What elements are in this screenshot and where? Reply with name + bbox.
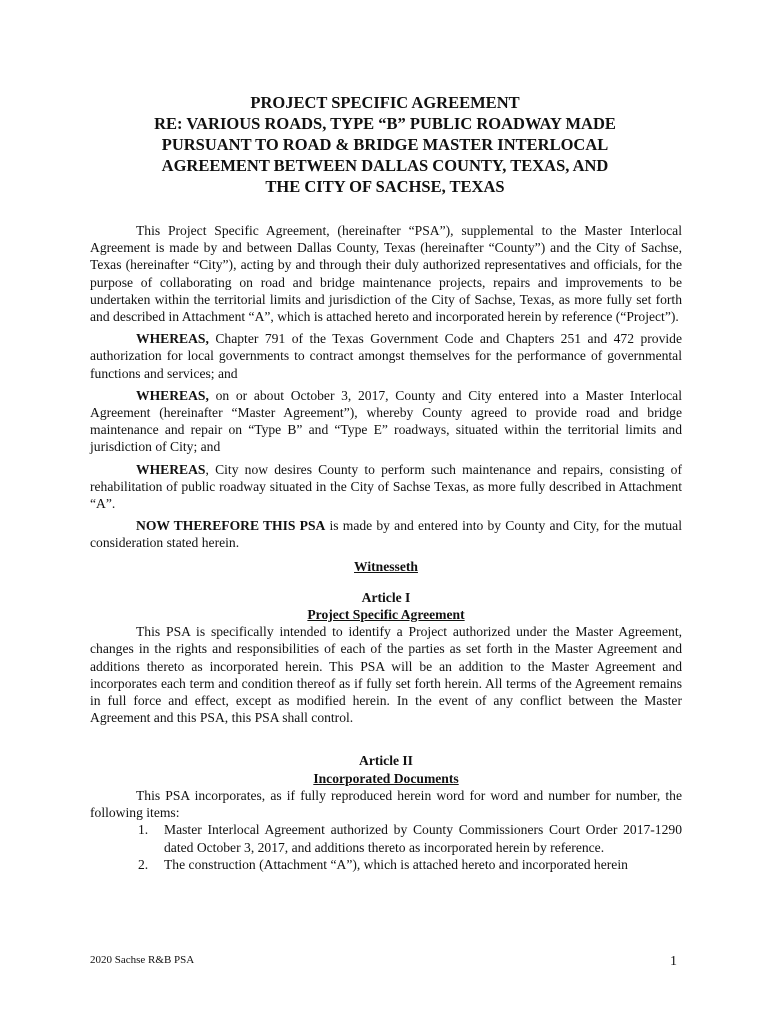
whereas-text-3: , City now desires County to perform such maintenance and repairs, consisting of rehabilitation of public roadway situated in the City of Sachse Texas, as more fully described in Attachment “A”.: [90, 461, 682, 512]
list-item: [90, 856, 682, 873]
witnesseth-heading: Witnesseth: [354, 558, 418, 574]
whereas-lead-2: WHEREAS,: [136, 387, 209, 403]
whereas-text-1: Chapter 791 of the Texas Government Code and Chapters 251 and 472 provide authorization for local governments to contract amongst themselves for the performance of governmental functions and services; and: [90, 331, 682, 381]
article-1-heading: Project Specific Agreement: [307, 607, 465, 623]
footer-document-name: 2020 Sachse R&B PSA: [90, 954, 195, 966]
list-item-text: Master Interlocal Agreement authorized by County Commissioners Court Order 2017-1290 dated October 3, 2017, and additions thereto as incorporated herein by reference.: [164, 822, 682, 855]
whereas-text-2: on or about October 3, 2017, County and City entered into a Master Interlocal Agreement (hereinafter “Master Agreement”), whereby County agreed to provide road and bridge maintenance and repair on “Type B” and “Type E” roadways, situated within the territorial limits and jurisdiction of City; and: [90, 387, 682, 455]
whereas-paragraph-2: [90, 387, 682, 456]
document-body: [90, 222, 682, 873]
document-title: [90, 92, 680, 197]
list-item-number: 2.: [138, 856, 149, 872]
whereas-paragraph-1: [90, 330, 682, 382]
now-therefore-lead: NOW THEREFORE THIS PSA: [136, 518, 326, 534]
list-item: [90, 821, 682, 855]
now-therefore-text: is made by and entered into by County and City, for the mutual consideration stated herein.: [90, 518, 682, 551]
article-1-text: This PSA is specifically intended to identify a Project authorized under the Master Agreement, changes in the rights and responsibilities of each of the parties as set forth in the Master Agreement and additions thereto as incorporated herein. This PSA will be an addition to the Master Agreement and incorporates each term and condition thereof as if fully set forth herein. All terms of the Agreement remains in full force and effect, except as modified herein. In the event of any conflict between the Master Agreement and this PSA, this PSA shall control.: [90, 624, 682, 726]
title-line-4: AGREEMENT BETWEEN DALLAS COUNTY, TEXAS, AND: [161, 156, 609, 175]
article-2-number: Article II: [359, 753, 413, 769]
whereas-paragraph-3: [90, 461, 682, 513]
whereas-lead-3: WHEREAS: [136, 461, 206, 477]
list-item-text: The construction (Attachment “A”), which is attached hereto and incorporated herein: [164, 856, 628, 872]
footer-page-number: 1: [670, 954, 677, 969]
incorporated-documents-list: [90, 821, 682, 873]
article-1-number: Article I: [361, 589, 411, 605]
now-therefore-paragraph: [90, 517, 682, 551]
intro-paragraph: This Project Specific Agreement, (hereinafter “PSA”), supplemental to the Master Interlocal Agreement is made by and between Dallas County, Texas (hereinafter “County”) and the City of Sachse, Texas (hereinafter “City”), acting by and through their duly authorized representatives and officials, for the purpose of collaborating on road and bridge maintenance projects, repairs and improvements to be undertaken within the territorial limits and jurisdiction of the City of Sachse, Texas, as more fully set forth and described in Attachment “A”, which is attached hereto and incorporated herein by reference (“Project”).: [90, 223, 682, 325]
article-2-text: This PSA incorporates, as if fully reproduced herein word for word and number for number, the following items:: [90, 787, 682, 821]
title-line-5: THE CITY OF SACHSE, TEXAS: [265, 177, 505, 196]
article-2-heading: Incorporated Documents: [313, 770, 459, 786]
title-line-2: RE: VARIOUS ROADS, TYPE “B” PUBLIC ROADWAY MADE: [154, 114, 616, 133]
title-line-1: PROJECT SPECIFIC AGREEMENT: [250, 93, 520, 112]
list-item-number: 1.: [138, 822, 149, 838]
title-line-3: PURSUANT TO ROAD & BRIDGE MASTER INTERLOCAL: [161, 135, 609, 154]
whereas-lead-1: WHEREAS,: [136, 331, 209, 347]
